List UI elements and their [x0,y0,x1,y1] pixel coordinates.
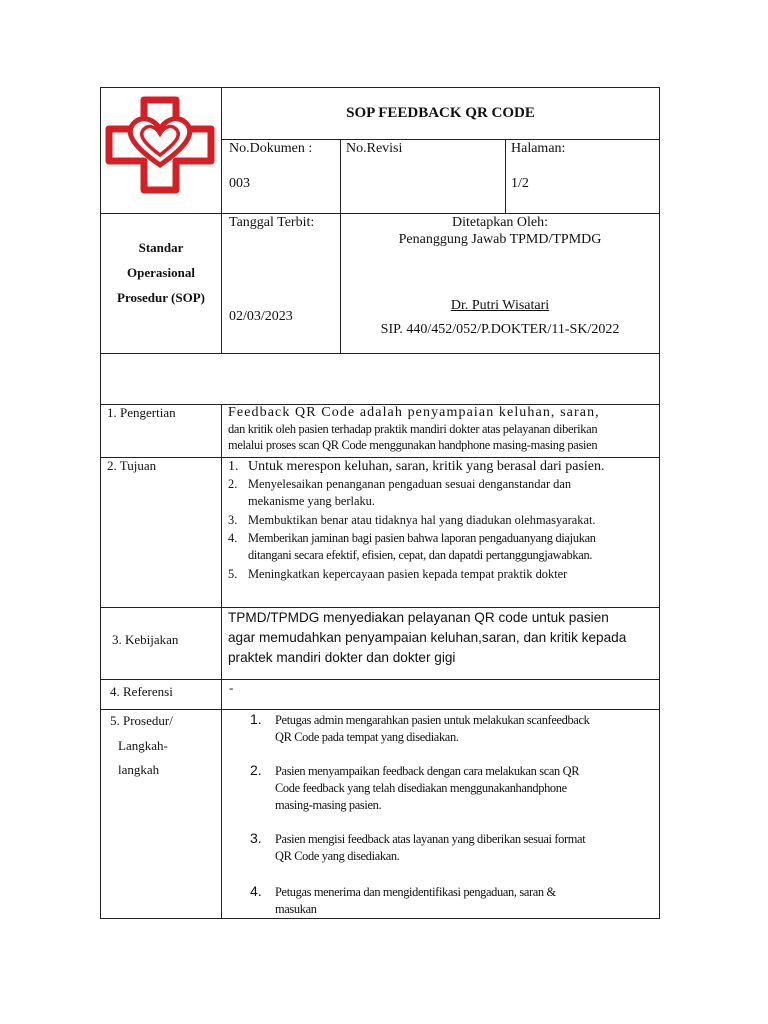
no-dokumen-value: 003 [229,176,250,191]
sop-document: SOP FEEDBACK QR CODE No.Dokumen : 003 No.Revisi Halaman: 1/2 Standar Operasional Prosedur (SOP) Tanggal Terbit: 02/03/2023 Ditetapkan Oleh: Penanggung Jawab TPMD/TPMDG Dr. Putri Wisatari SIP. 440/452/052/P.DOKTER/11-SK/2022 1. Pengertian Feedback QR Code adalah penyampaian keluhan, saran, dan kritik oleh pasien terhadap praktik mandiri dokter atas pelayanan diberikan melalui proses scan QR Code menggunakan handphone masing-masing pasien 2. Tujuan 1. Untuk merespon keluhan, saran, kritik yang berasal dari pasien. 2. Menyelesaikan penanganan pengaduan sesuai denganstandar dan mekanisme yang berlaku. 3. Membuktikan benar atau tidaknya hal yang diadukan olehmasyarakat. 4. Memberikan jaminan bagi pasien bahwa laporan pengaduanyang diajukan ditangani secara efektif, efisien, cepat, dan dapatdi pertanggungjawabkan. 5. Meningkatkan kepercayaan pasien kepada tempat praktik dokter 3. Kebijakan TPMD/TPMDG menyediakan pelayanan QR code untuk pasien agar memudahkan penyampaian keluhan,saran, dan kritik kepada praktek mandiri dokter dan dokter gigi 4. Referensi - 5. Prosedur/ Langkah- langkah 1. Petugas admin mengarahkan pasien untuk melakukan scanfeedback QR Code pada tempat yang disediakan. 2. Pasien menyampaikan feedback dengan cara melakukan scan QR Code feedback yang telah disediakan menggunakanhandphone masing-masing pasien. 3. Pasien mengisi feedback atas layanan yang diberikan sesuai format QR Code yang disediakan. 4. Petugas menerima dan mengidentifikasi pengaduan, saran & masukan [0,0,768,1024]
sop-label-line-3: Prosedur (SOP) [117,290,205,305]
tanggal-label: Tanggal Terbit: [229,215,315,230]
kebijakan-line-2: agar memudahkan penyampaian keluhan,saran, dan kritik kepada [228,630,627,645]
halaman-value: 1/2 [511,176,529,191]
pengertian-label: 1. Pengertian [107,405,176,420]
kebijakan-label: 3. Kebijakan [112,632,179,647]
ditetapkan-label: Ditetapkan Oleh: [451,215,549,230]
blank-row [100,353,660,405]
tanggal-value: 02/03/2023 [229,309,293,324]
document-title: SOP FEEDBACK QR CODE [346,105,535,121]
signer-sip: SIP. 440/452/052/P.DOKTER/11-SK/2022 [380,322,620,337]
pengertian-line-1: Feedback QR Code adalah penyampaian keluhan, saran, [228,405,600,420]
kebijakan-line-1: TPMD/TPMDG menyediakan pelayanan QR code untuk pasien [228,610,609,625]
pengertian-line-2: dan kritik oleh pasien terhadap praktik mandiri dokter atas pelayanan diberikan [228,422,598,436]
tanggal-cell [221,213,341,354]
sop-label-line-2: Operasional [127,265,195,280]
halaman-label: Halaman: [511,141,566,156]
referensi-label: 4. Referensi [110,684,173,699]
tujuan-label-cell [100,457,222,608]
prosedur-label-line-3: langkah [118,762,160,777]
pengertian-line-3: melalui proses scan QR Code menggunakan handphone masing-masing pasien [228,438,598,452]
referensi-value: - [229,680,234,695]
sop-label-line-1: Standar [138,240,184,255]
ditetapkan-role: Penanggung Jawab TPMD/TPMDG [398,232,602,247]
prosedur-label-line-1: 5. Prosedur/ [110,713,173,728]
no-dokumen-label: No.Dokumen : [229,141,313,156]
tujuan-label: 2. Tujuan [107,458,157,473]
kebijakan-line-3: praktek mandiri dokter dan dokter gigi [228,650,456,665]
prosedur-label-line-2: Langkah- [118,738,168,753]
no-revisi-label: No.Revisi [346,141,403,156]
referensi-content-cell [221,679,660,710]
signer-name: Dr. Putri Wisatari [450,298,550,313]
sop-label-cell [100,213,222,354]
red-cross-heart-logo-icon [104,95,216,195]
